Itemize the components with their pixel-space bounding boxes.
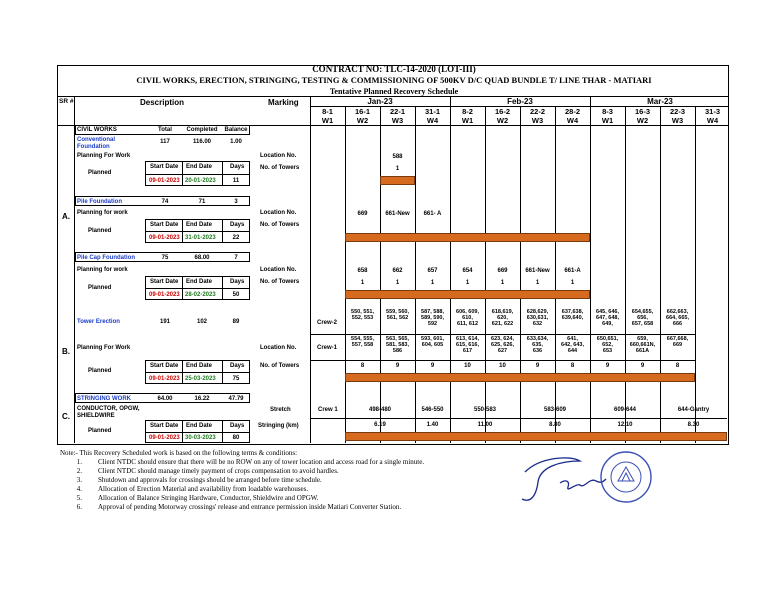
stringing-crew: Crew 1 <box>318 407 338 413</box>
conventional-location: 588 <box>392 154 403 160</box>
note-number: 6. <box>76 503 82 511</box>
month-mar: Mar-23 <box>647 97 673 106</box>
stringing-km: 8.80 <box>549 422 561 428</box>
conventional-start: 09-01-2023 <box>149 178 180 184</box>
stringing-km: 12.10 <box>617 422 633 428</box>
pilecap-completed: 68.00 <box>194 255 210 261</box>
pile-start: 09-01-2023 <box>149 235 180 241</box>
pilecap-towers: 1 <box>570 280 575 286</box>
pilecap-location: 669 <box>497 268 508 274</box>
crew2-locations: 662,663, 664, 665, 666 <box>666 309 689 328</box>
stringing-days: 80 <box>232 435 240 441</box>
pilecap-end: 28-02-2023 <box>185 292 216 298</box>
location-label: Location No. <box>260 153 297 159</box>
date-header: 16-1 <box>354 107 370 116</box>
pilecap-towers: 1 <box>430 280 435 286</box>
crew-1-label: Crew-1 <box>317 345 338 351</box>
crew1-locations: 659, 660,661N, 661A <box>629 336 656 355</box>
pile-completed: 71 <box>198 199 206 205</box>
note-text: Shutdown and approvals for crossings should be arranged before time schedule. <box>98 476 322 484</box>
tower-count: 8 <box>360 363 365 369</box>
planned-label: Planned <box>88 228 112 234</box>
stringing-km: 8.30 <box>687 422 700 428</box>
location-label: Location No. <box>260 267 297 273</box>
location-label: Location No. <box>260 345 297 351</box>
pile-planning: Planning for work <box>77 210 128 216</box>
note-number: 4. <box>76 485 82 493</box>
crew1-locations: 563, 565, 581, 583, 586 <box>386 336 409 355</box>
pilecap-location: 658 <box>357 268 368 274</box>
stringing-km-label: Stringing (km) <box>258 423 299 429</box>
location-label: Location No. <box>260 210 297 216</box>
date-header: 31-1 <box>424 107 440 116</box>
pile-balance: 3 <box>234 199 238 205</box>
col-sr: SR # <box>59 98 74 105</box>
stringing-stretch: 609-644 <box>613 407 637 413</box>
week-header: W3 <box>531 116 544 125</box>
stringing-bar <box>345 432 727 441</box>
conventional-end: 20-01-2023 <box>185 178 216 184</box>
crew2-locations: 606, 609, 610, 611, 612 <box>456 309 479 328</box>
end-date-label: End Date <box>186 423 213 429</box>
note-number: 1. <box>76 458 82 466</box>
crew2-locations: 550, 551, 552, 553 <box>351 309 374 322</box>
planned-label: Planned <box>88 368 112 374</box>
week-header: W2 <box>496 116 509 125</box>
pile-location-3: 661- A <box>423 211 442 217</box>
tower-count: 10 <box>464 363 471 369</box>
pilecap-bar <box>345 290 590 299</box>
crew1-locations: 641, 642, 643, 644 <box>561 336 584 355</box>
crew2-locations: 645, 646, 647, 648, 649, <box>596 309 619 328</box>
crew1-locations: 554, 555, 557, 558 <box>351 336 374 349</box>
stringing-km: 6.19 <box>374 422 386 428</box>
days-label: Days <box>230 363 245 369</box>
week-header: W3 <box>671 116 684 125</box>
note-text: Client NTDC should manage timely payment of crops compensation to avoid hardles. <box>98 467 339 475</box>
conventional-total: 117 <box>160 139 170 145</box>
tower-count: 9 <box>605 363 610 369</box>
week-header: W2 <box>636 116 649 125</box>
stretch-label: Stretch <box>270 407 291 413</box>
section-c: C. <box>62 412 70 421</box>
col-marking: Marking <box>268 98 299 107</box>
planned-label: Planned <box>88 170 112 176</box>
stringing-km: 1.40 <box>426 422 439 428</box>
tower-planning: Planning For Work <box>77 345 131 351</box>
pilecap-location: 661-New <box>525 268 550 274</box>
pile-days: 22 <box>232 235 240 241</box>
pilecap-planning: Planning for work <box>77 267 128 273</box>
pile-total: 74 <box>161 199 169 205</box>
days-label: Days <box>230 164 245 170</box>
stringing-stretch: 550-583 <box>473 407 497 413</box>
pile-location-1: 669 <box>357 211 368 217</box>
pilecap-location: 662 <box>392 268 403 274</box>
conventional-balance: 1.00 <box>230 139 242 145</box>
pilecap-location: 654 <box>462 268 473 274</box>
note-number: 3. <box>76 476 82 484</box>
tower-count: 8 <box>675 363 680 369</box>
date-header: 22-1 <box>389 107 405 116</box>
pile-end: 31-01-2023 <box>185 235 216 241</box>
note-number: 5. <box>76 494 82 502</box>
week-header: W4 <box>566 116 579 125</box>
date-header: 28-2 <box>564 107 580 116</box>
note-number: 2. <box>76 467 82 475</box>
pilecap-location: 661-A <box>564 268 581 274</box>
end-date-label: End Date <box>186 222 213 228</box>
stringing-stretch: 644-Gantry <box>677 407 710 413</box>
days-label: Days <box>230 423 245 429</box>
pilecap-name: Pile Cap Foundation <box>77 255 135 261</box>
conventional-name: Conventional Foundation <box>77 137 116 150</box>
stringing-stretch: 498-480 <box>368 407 392 413</box>
crew1-locations: 633,634, 635, 636 <box>526 336 549 355</box>
conventional-days: 11 <box>232 178 240 184</box>
note-item <box>60 494 424 503</box>
crew2-locations: 654,655, 656, 657, 658 <box>631 309 654 328</box>
days-label: Days <box>230 222 245 228</box>
total-header: Total <box>158 127 172 133</box>
start-date-label: Start Date <box>150 423 179 429</box>
stringing-km: 11.00 <box>477 422 493 428</box>
conventional-completed: 116.00 <box>192 139 212 145</box>
crew2-locations: 618,619, 620, 621, 622 <box>491 309 514 328</box>
pilecap-towers: 1 <box>465 280 470 286</box>
towers-label: No. of Towers <box>260 279 300 285</box>
col-description: Description <box>140 98 185 107</box>
pilecap-balance: 7 <box>234 255 238 261</box>
towers-label: No. of Towers <box>260 165 300 171</box>
crew1-locations: 650,651, 652, 653 <box>596 336 619 355</box>
civil-works-label: CIVIL WORKS <box>77 127 117 133</box>
notes-title: Note:- This Recovery Scheduled work is based on the following terms & conditions: <box>60 449 298 457</box>
stringing-stretch: 583-609 <box>543 407 567 413</box>
stringing-conductor: CONDUCTOR, OPGW, SHIELDWIRE <box>77 406 140 419</box>
pile-location-2: 661-New <box>385 211 410 217</box>
week-header: W2 <box>356 116 369 125</box>
note-text: Allocation of Balance Stringing Hardware, Conductor, Shieldwire and OPGW. <box>98 494 319 502</box>
towers-label: No. of Towers <box>260 363 300 369</box>
tower-balance: 89 <box>232 319 240 325</box>
date-header: 8-3 <box>602 107 613 116</box>
crew2-locations: 628,629, 630,631, 632 <box>526 309 549 328</box>
balance-header: Balance <box>224 127 248 133</box>
pilecap-start: 09-01-2023 <box>149 292 180 298</box>
start-date-label: Start Date <box>150 279 179 285</box>
pilecap-towers: 1 <box>360 280 365 286</box>
pile-name: Pile Foundation <box>77 199 122 205</box>
stringing-name: STRINGING WORK <box>77 396 131 402</box>
note-text: Client NTDC should ensure that there will be no ROW on any of tower location and access road for a single minute. <box>98 458 425 466</box>
crew2-locations: 637,638, 639,640, <box>561 309 584 322</box>
tower-count: 9 <box>395 363 400 369</box>
stringing-balance: 47.79 <box>228 396 244 402</box>
crew1-locations: 667,668, 669 <box>666 336 689 349</box>
project-title: CIVIL WORKS, ERECTION, STRINGING, TESTING & COMMISSIONING OF 500KV D/C QUAD BUNDLE T/ LINE THAR - MATIARI <box>136 75 652 85</box>
tower-count: 9 <box>640 363 645 369</box>
week-header: W1 <box>601 116 614 125</box>
note-item <box>60 476 424 485</box>
month-jan: Jan-23 <box>367 97 393 106</box>
stringing-end: 30-03-2023 <box>185 435 216 441</box>
tower-count: 9 <box>430 363 435 369</box>
start-date-label: Start Date <box>150 164 179 170</box>
pilecap-total: 75 <box>161 255 169 261</box>
tower-count: 9 <box>535 363 540 369</box>
month-feb: Feb-23 <box>507 97 533 106</box>
conventional-towers: 1 <box>395 166 400 172</box>
crew1-locations: 593, 601, 604, 605 <box>421 336 444 349</box>
date-header: 22-2 <box>529 107 545 116</box>
note-text: Approval of pending Motorway crossings' release and entrance permission inside Matiari Converter Station. <box>98 503 402 511</box>
tower-days: 75 <box>232 376 240 382</box>
note-text: Allocation of Erection Material and availability from loadable warehouses. <box>98 485 309 493</box>
note-item <box>60 467 424 476</box>
end-date-label: End Date <box>186 164 213 170</box>
crew1-locations: 613, 614, 615, 616, 617 <box>456 336 479 355</box>
towers-label: No. of Towers <box>260 222 300 228</box>
tower-end: 25-03-2023 <box>185 376 216 382</box>
tower-completed: 102 <box>196 319 207 325</box>
note-item <box>60 485 424 494</box>
tower-total: 191 <box>159 319 170 325</box>
week-header: W1 <box>321 116 334 125</box>
note-item <box>60 503 424 512</box>
pilecap-towers: 1 <box>535 280 540 286</box>
crew2-locations: 587, 588, 589, 590, 592 <box>421 309 444 328</box>
tower-count: 8 <box>570 363 575 369</box>
date-header: 22-3 <box>669 107 685 116</box>
pilecap-location: 657 <box>427 268 438 274</box>
date-header: 8-1 <box>322 107 333 116</box>
end-date-label: End Date <box>186 279 213 285</box>
date-header: 16-2 <box>494 107 510 116</box>
conventional-planning: Planning For Work <box>77 153 131 159</box>
crew1-locations: 623, 624, 625, 626, 627 <box>491 336 514 355</box>
conventional-bar <box>380 176 415 185</box>
date-header: 8-2 <box>462 107 473 116</box>
end-date-label: End Date <box>186 363 213 369</box>
planned-label: Planned <box>88 428 112 434</box>
days-label: Days <box>230 279 245 285</box>
pilecap-towers: 1 <box>395 280 400 286</box>
date-header: 31-3 <box>704 107 720 116</box>
note-item <box>60 458 424 467</box>
start-date-label: Start Date <box>150 222 179 228</box>
pilecap-towers: 1 <box>500 280 505 286</box>
company-stamp <box>598 449 654 505</box>
contract-number: CONTRACT NO: TLC-14-2020 (LOT-III) <box>312 64 476 74</box>
stringing-total: 64.00 <box>157 396 173 402</box>
start-date-label: Start Date <box>150 363 179 369</box>
tower-bar <box>345 373 695 382</box>
schedule-title: Tentative Planned Recovery Schedule <box>329 87 459 96</box>
crew2-locations: 559, 560, 561, 562 <box>386 309 409 322</box>
pilecap-days: 50 <box>232 292 240 298</box>
tower-count: 10 <box>499 363 506 369</box>
week-header: W3 <box>391 116 404 125</box>
week-header: W1 <box>461 116 474 125</box>
date-header: 16-3 <box>634 107 650 116</box>
tower-start: 09-01-2023 <box>149 376 180 382</box>
completed-header: Completed <box>186 127 218 133</box>
section-a: A. <box>62 212 70 221</box>
week-header: W4 <box>706 116 719 125</box>
notes-section <box>60 449 424 512</box>
stringing-start: 09-01-2023 <box>149 435 180 441</box>
stringing-stretch: 546-550 <box>421 407 444 413</box>
crew-2-label: Crew-2 <box>317 320 338 326</box>
stringing-completed: 16.22 <box>194 396 210 402</box>
pile-bar <box>345 233 590 242</box>
week-header: W4 <box>426 116 439 125</box>
tower-name: Tower Erection <box>77 319 120 325</box>
planned-label: Planned <box>88 285 112 291</box>
section-b: B. <box>62 347 70 356</box>
